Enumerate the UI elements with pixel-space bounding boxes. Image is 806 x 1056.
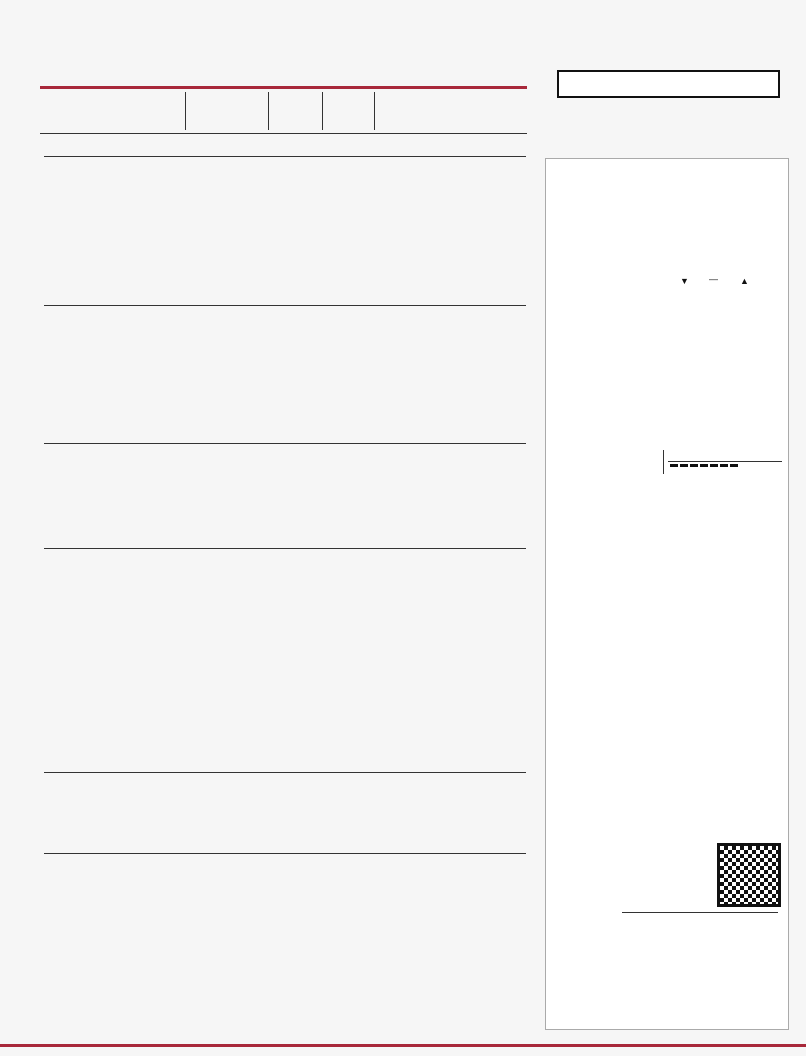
qr-code-icon[interactable] — [717, 843, 781, 907]
ecw-section — [44, 776, 526, 826]
bca-table — [44, 160, 526, 280]
footer-rule — [0, 1044, 806, 1047]
tagline-box — [557, 70, 780, 98]
sla-section — [44, 550, 526, 745]
sfa-rows — [553, 286, 785, 376]
mfa-section — [44, 308, 526, 418]
obe-section — [44, 446, 526, 521]
vfl-bar — [670, 464, 740, 467]
history-section — [44, 855, 526, 1030]
brand-rule — [40, 86, 527, 89]
impedance-table — [553, 918, 785, 982]
sfa-legend-down-icon: ▼ — [680, 276, 689, 286]
sfa-legend-mid-icon: — — [709, 274, 718, 284]
patient-info — [40, 92, 527, 132]
sfa-legend-up-icon: ▲ — [740, 276, 749, 286]
